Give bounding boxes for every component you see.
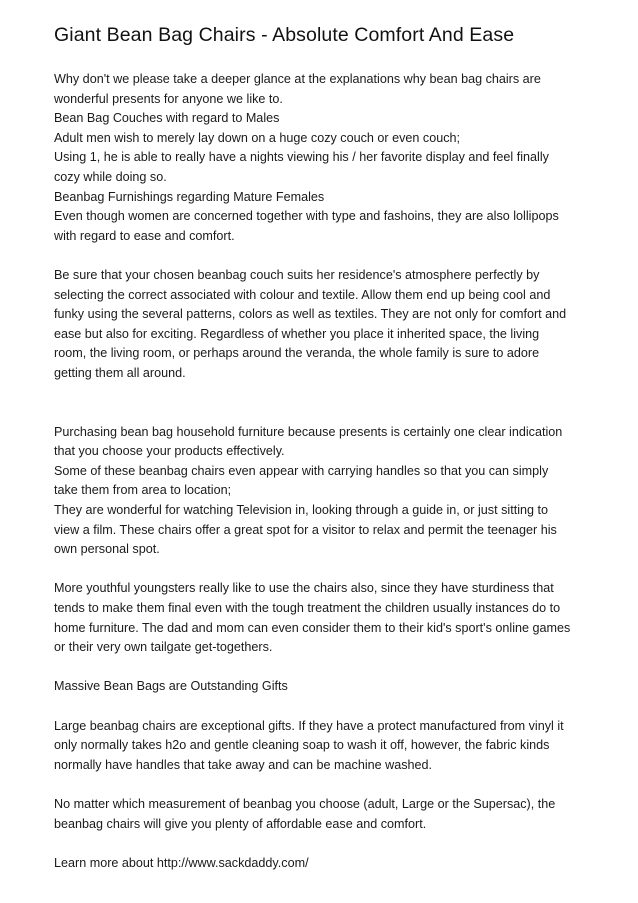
text-line: Even though women are concerned together with type and fashoins, they are also lollipops xyxy=(54,209,559,224)
document-page xyxy=(54,22,594,873)
text-line: take them from area to location; xyxy=(54,483,232,498)
text-line: beanbag chairs will give you plenty of affordable ease and comfort. xyxy=(54,816,427,831)
text-line: Bean Bag Couches with regard to Males xyxy=(54,111,280,126)
text-line: view a film. These chairs offer a great spot for a visitor to relax and permit the teenager his xyxy=(54,522,557,537)
text-line: No matter which measurement of beanbag you choose (adult, Large or the Supersac), the xyxy=(54,796,556,811)
text-line: Why don't we please take a deeper glance at the explanations why bean bag chairs are xyxy=(54,72,541,86)
text-line: ease but also for exciting. Regardless of whether you place it inherited space, the living xyxy=(54,326,540,341)
page-title: Giant Bean Bag Chairs - Absolute Comfort And Ease xyxy=(54,24,515,46)
text-line: getting them all around. xyxy=(54,365,186,380)
paragraph-spacer xyxy=(54,658,594,678)
text-line: own personal spot. xyxy=(54,542,160,557)
text-line: tends to make them final even with the tough treatment the children usually instances do to xyxy=(54,601,561,616)
paragraph-spacer xyxy=(54,246,594,266)
text-line: room, the living room, or perhaps around the veranda, the whole family is sure to adore xyxy=(54,346,540,361)
paragraph-youngsters xyxy=(54,579,594,657)
text-line: wonderful presents for anyone we like to. xyxy=(54,91,283,106)
paragraph-spacer xyxy=(54,384,594,423)
paragraph-measurement xyxy=(54,795,594,834)
text-line: Some of these beanbag chairs even appear with carrying handles so that you can simply xyxy=(54,463,549,478)
text-line: home furniture. The dad and mom can even consider them to their kid's sport's online games xyxy=(54,620,571,635)
text-line: More youthful youngsters really like to use the chairs also, since they have sturdiness that xyxy=(54,581,554,596)
paragraph-spacer xyxy=(54,775,594,795)
paragraph-spacer xyxy=(54,697,594,717)
paragraph-spacer xyxy=(54,834,594,854)
text-line: Using 1, he is able to really have a nights viewing his / her favorite display and feel finally xyxy=(54,150,549,165)
paragraph-atmosphere xyxy=(54,266,594,384)
text-line: funky using the several patterns, colors as well as textiles. They are not only for comfort and xyxy=(54,307,567,322)
text-line: Purchasing bean bag household furniture because presents is certainly one clear indication xyxy=(54,424,563,439)
paragraph-learn-more xyxy=(54,854,594,874)
paragraph-gifts xyxy=(54,717,594,776)
section-heading: Massive Bean Bags are Outstanding Gifts xyxy=(54,679,288,694)
paragraph-spacer xyxy=(54,560,594,580)
text-line: or their very own tailgate get-togethers. xyxy=(54,640,273,655)
text-line: cozy while doing so. xyxy=(54,169,167,184)
text-line: Large beanbag chairs are exceptional gifts. If they have a protect manufactured from vinyl it xyxy=(54,718,564,733)
paragraph-subheading xyxy=(54,677,594,697)
text-line: Be sure that your chosen beanbag couch suits her residence's atmosphere perfectly by xyxy=(54,267,540,282)
text-line: Adult men wish to merely lay down on a huge cozy couch or even couch; xyxy=(54,130,461,145)
text-line: They are wonderful for watching Television in, looking through a guide in, or just sitting to xyxy=(54,503,549,518)
paragraph-intro xyxy=(54,70,594,246)
learn-more-line: Learn more about http://www.sackdaddy.com/ xyxy=(54,855,309,870)
text-line: with regard to ease and comfort. xyxy=(54,228,235,243)
text-line: only normally takes h2o and gentle cleaning soap to wash it off, however, the fabric kinds xyxy=(54,738,550,753)
text-line: Beanbag Furnishings regarding Mature Females xyxy=(54,189,325,204)
text-line: selecting the correct associated with colour and textile. Allow them end up being cool and xyxy=(54,287,551,302)
paragraph-presents xyxy=(54,423,594,560)
text-line: that you choose your products effectively. xyxy=(54,444,285,459)
text-line: normally have handles that take away and can be machine washed. xyxy=(54,757,433,772)
